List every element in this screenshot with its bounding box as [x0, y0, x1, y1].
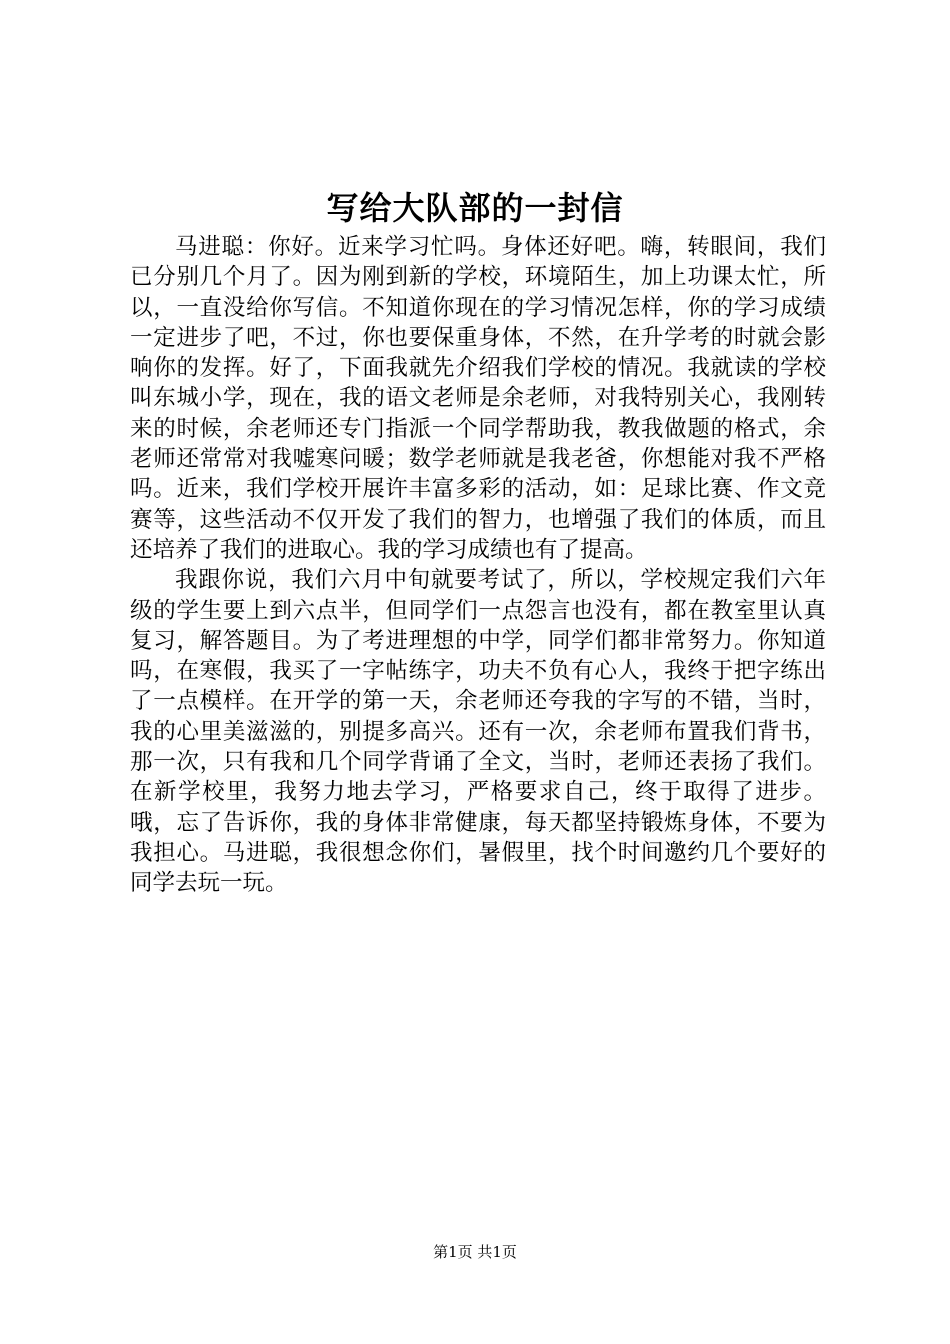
- paragraph-1: 马进聪：你好。近来学习忙吗。身体还好吧。嗨，转眼间，我们已分别几个月了。因为刚到新的学校，环境陌生，加上功课太忙，所以，一直没给你写信。不知道你现在的学习情况怎样，你的学习成绩一定进步了吧，不过，你也要保重身体，不然，在升学考的时就会影响你的发挥。好了，下面我就先介绍我们学校的情况。我就读的学校叫东城小学，现在，我的语文老师是余老师，对我特别关心，我刚转来的时候，余老师还专门指派一个同学帮助我，教我做题的格式，余老师还常常对我嘘寒问暖；数学老师就是我老爸，你想能对我不严格吗。近来，我们学校开展许丰富多彩的活动，如：足球比赛、作文竞赛等，这些活动不仅开发了我们的智力，也增强了我们的体质，而且还培养了我们的进取心。我的学习成绩也有了提高。: [130, 234, 826, 563]
- letter-body: [130, 232, 826, 899]
- paragraph-2: 我跟你说，我们六月中旬就要考试了，所以，学校规定我们六年级的学生要上到六点半，但同学们一点怨言也没有，都在教室里认真复习，解答题目。为了考进理想的中学，同学们都非常努力。你知道吗，在寒假，我买了一字帖练字，功夫不负有心人，我终于把字练出了一点模样。在开学的第一天，余老师还夸我的字写的不错，当时，我的心里美滋滋的，别提多高兴。还有一次，余老师布置我们背书，那一次，只有我和几个同学背诵了全文，当时，老师还表扬了我们。在新学校里，我努力地去学习，严格要求自己，终于取得了进步。哦，忘了告诉你，我的身体非常健康，每天都坚持锻炼身体，不要为我担心。马进聪，我很想念你们，暑假里，找个时间邀约几个要好的同学去玩一玩。: [130, 567, 826, 897]
- page-footer: 第1页 共1页: [433, 1243, 517, 1261]
- document-title: 写给大队部的一封信: [326, 189, 624, 227]
